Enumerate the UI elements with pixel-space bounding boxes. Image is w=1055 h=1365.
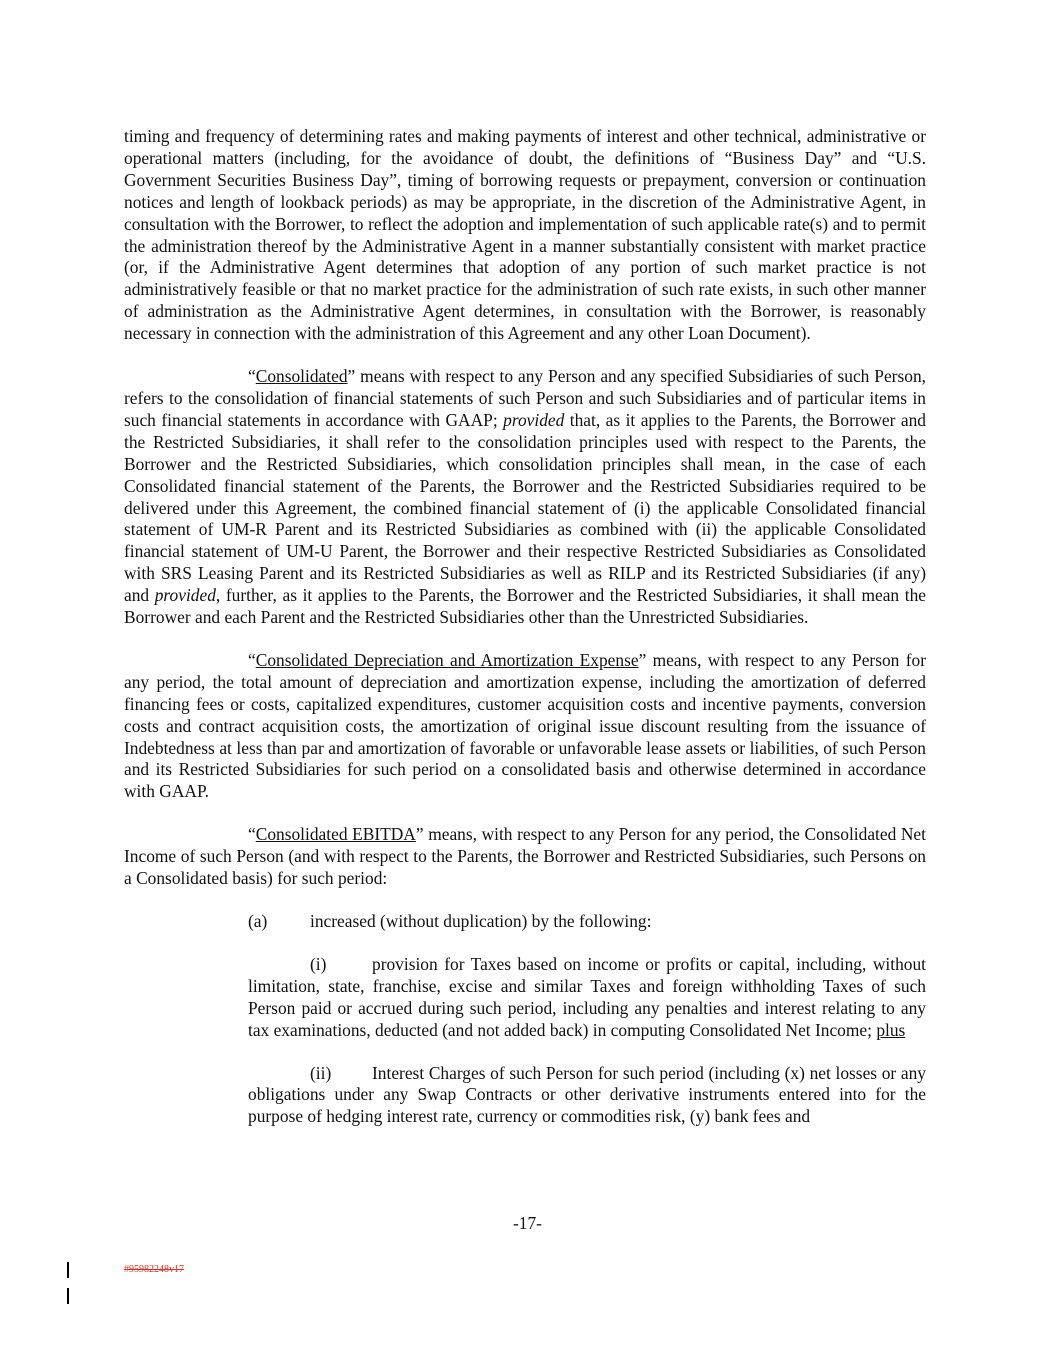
clause-i [248, 954, 926, 1042]
definition-text: ” means with respect to any Person and any specified Subsidiaries of such Person, refers to the consolidation of financial statements of such Person and such Subsidiaries and of particular items in such financial statements in accordance with GAAP; [124, 366, 926, 430]
definition-text: ” means, with respect to any Person for any period, the Consolidated Net Income of such Person (and with respect to the Parents, the Borrower and Restricted Subsidiaries, such Persons on a Consolidated basis) for such period: [124, 824, 926, 889]
clause-label: (a) [248, 911, 268, 931]
definition-text: that, as it applies to the Parents, the Borrower and the Restricted Subsidiaries, it shall refer to the consolidation principles used with respect to the Parents, the Borrower and the Restricted Subsidiaries, which consolidation principles shall mean, in the case of each Consolidated financial statement of the Parents, the Borrower and the Restricted Subsidiaries required to be delivered under this Agreement, the combined financial statement of (i) the applicable Consolidated financial statement of UM-R Parent and its Restricted Subsidiaries as combined with (ii) the applicable Consolidated financial statement of UM-U Parent, the Borrower and their respective Restricted Subsidiaries as Consolidated with SRS Leasing Parent and its Restricted Subsidiaries as well as RILP and its Restricted Subsidiaries (if any) and [124, 409, 927, 606]
clause-text: Interest Charges of such Person for such period (including (x) net losses or any obligations under any Swap Contracts or other derivative instruments entered into for the purpose of hedging interest rate, currency or commodities risk, (y) bank fees and [248, 1062, 926, 1127]
provided-italic: provided [154, 585, 216, 606]
definition-consolidated: “Consolidated” means with respect to any Person and any specified Subsidiaries of such Person, refers to the consolidation of financial statements of such Person and such Subsidiaries and of particular items in such financial statements in accordance with GAAP; provided that, as it applies to the Parents, the Borrower and the Restricted Subsidiaries, it shall refer to the consolidation principles used with respect to the Parents, the Borrower and the Restricted Subsidiaries, which consolidation principles shall mean, in the case of each Consolidated financial statement of the Parents, the Borrower and the Restricted Subsidiaries required to be delivered under this Agreement, the combined financial statement of (i) the applicable Consolidated financial statement of UM-R Parent and its Restricted Subsidiaries as combined with (ii) the applicable Consolidated financial statement of UM-U Parent, the Borrower and their respective Restricted Subsidiaries as Consolidated with SRS Leasing Parent and its Restricted Subsidiaries as well as RILP and its Restricted Subsidiaries (if any) and provided, further, as it applies to the Parents, the Borrower and the Restricted Subsidiaries, it shall mean the Borrower and each Parent and the Restricted Subsidiaries other than the Unrestricted Subsidiaries. [124, 366, 927, 628]
clause-text: provision for Taxes based on income or profits or capital, including, without limitation, state, franchise, excise and similar Taxes and foreign withholding Taxes of such Person paid or accrued during such period, including any penalties and interest relating to any tax examinations, deducted (and not added back) in computing Consolidated Net Income; [248, 953, 926, 1040]
clause-text: increased (without duplication) by the following: [310, 911, 652, 931]
change-bar [67, 1288, 69, 1304]
clause-ii [248, 1063, 926, 1129]
clause-a [248, 911, 926, 933]
continuation-paragraph: timing and frequency of determining rates and making payments of interest and other technical, administrative or operational matters (including, for the avoidance of doubt, the definitions of “Business Day” and “U.S. Government Securities Business Day”, timing of borrowing requests or prepayment, conversion or continuation notices and length of lookback periods) as may be appropriate, in the discretion of the Administrative Agent, in consultation with the Borrower, to reflect the adoption and implementation of such applicable rate(s) and to permit the administration thereof by the Administrative Agent in a manner substantially consistent with market practice (or, if the Administrative Agent determines that adoption of any portion of such market practice is not administratively feasible or that no market practice for the administration of such rate exists, in such other manner of administration as the Administrative Agent determines, in consultation with the Borrower, is reasonably necessary in connection with the administration of this Agreement and any other Loan Document). [124, 126, 926, 344]
clause-label: (ii) [310, 1062, 332, 1083]
page-number: -17- [513, 1213, 542, 1233]
defined-term: Consolidated Depreciation and Amortization Expense [255, 649, 639, 670]
document-id: #95982248v17 [124, 1264, 184, 1275]
clause-label: (i) [310, 953, 327, 974]
change-bar [67, 1262, 69, 1278]
defined-term: Consolidated [255, 366, 348, 387]
plus-underlined: plus [876, 1019, 906, 1040]
definition-text: ” means, with respect to any Person for any period, the total amount of depreciation and amortization expense, including the amortization of deferred financing fees or costs, capitalized expenditures, customer acquisition costs and incentive payments, conversion costs and contract acquisition costs, the amortization of original issue discount resulting from the issuance of Indebtedness at less than par and amortization of favorable or unfavorable lease assets or liabilities, of such Person and its Restricted Subsidiaries for such period on a consolidated basis and otherwise determined in accordance with GAAP. [124, 649, 927, 802]
definition-text: , further, as it applies to the Parents, the Borrower and the Restricted Subsidiaries, it shall mean the Borrower and each Parent and the Restricted Subsidiaries other than the Unrestricted Subsidiaries. [124, 585, 926, 628]
definition-ebitda: “Consolidated EBITDA” means, with respect to any Person for any period, the Consolidated Net Income of such Person (and with respect to the Parents, the Borrower and Restricted Subsidiaries, such Persons on a Consolidated basis) for such period: [124, 824, 926, 889]
defined-term: Consolidated EBITDA [255, 824, 416, 845]
definition-depreciation: “Consolidated Depreciation and Amortization Expense” means, with respect to any Person for any period, the total amount of depreciation and amortization expense, including the amortization of deferred financing fees or costs, capitalized expenditures, customer acquisition costs and incentive payments, conversion costs and contract acquisition costs, the amortization of original issue discount resulting from the issuance of Indebtedness at less than par and amortization of favorable or unfavorable lease assets or liabilities, of such Person and its Restricted Subsidiaries for such period on a consolidated basis and otherwise determined in accordance with GAAP. [124, 649, 927, 802]
provided-italic: provided [503, 409, 565, 430]
document-body [124, 126, 926, 1149]
